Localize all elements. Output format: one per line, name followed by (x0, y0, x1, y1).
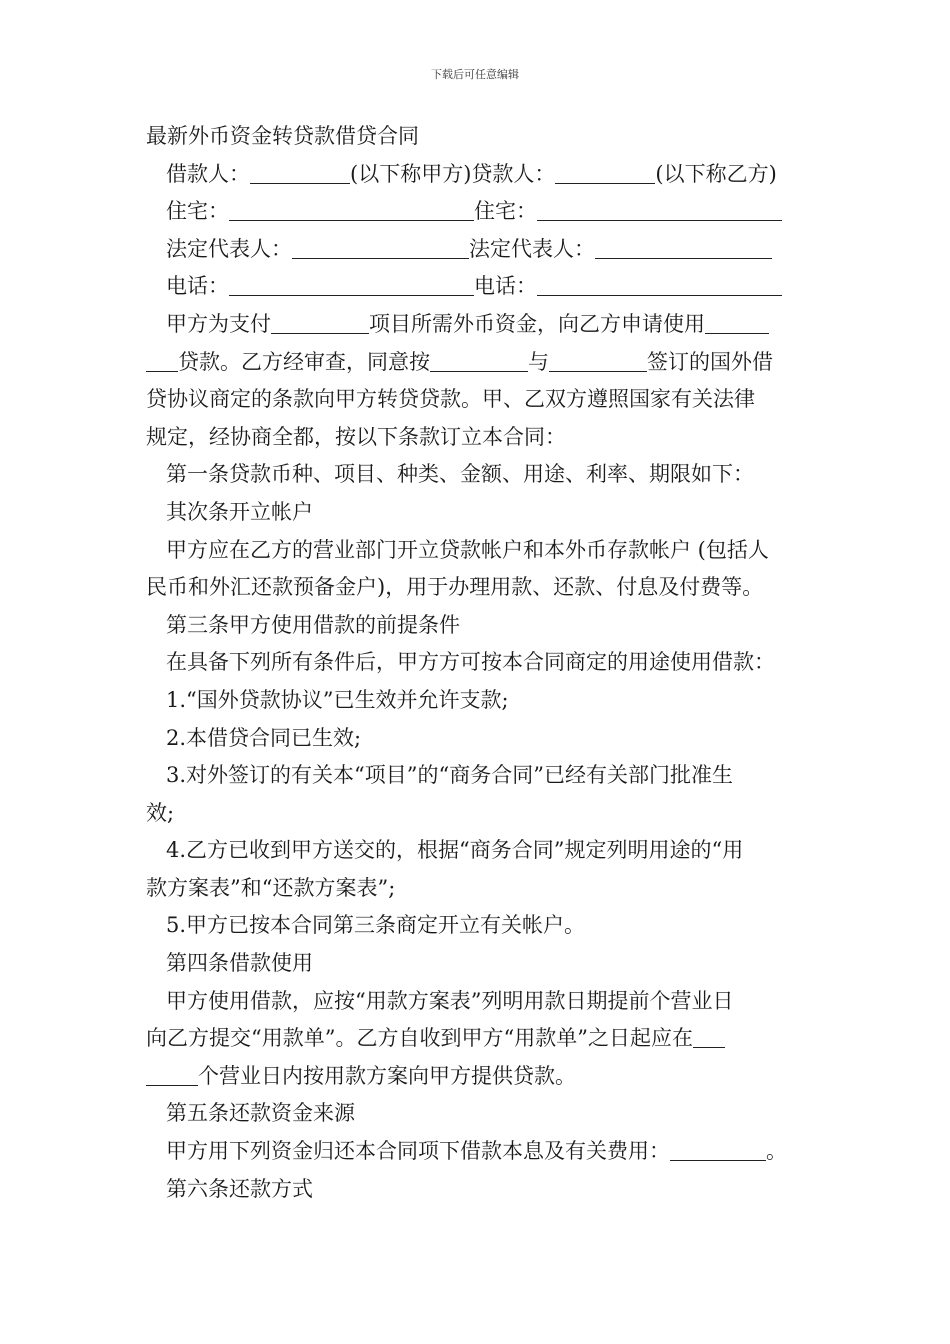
borrower-label: 借款人： (166, 161, 250, 186)
intro-text: 贷款。乙方经审查，同意按 (178, 349, 430, 374)
lender-suffix: (以下称乙方) (655, 161, 777, 186)
blank-phone-a (229, 274, 474, 296)
article-2-title: 其次条开立帐户 (166, 499, 313, 524)
lender-label: 贷款人： (471, 161, 556, 186)
legal-rep-label-a: 法定代表人： (166, 236, 292, 261)
blank-repayment-source (670, 1139, 766, 1161)
intro-line-1 (146, 306, 816, 344)
article-4-text: 个营业日内按用款方案向甲方提供贷款。 (198, 1063, 576, 1088)
legal-rep-label-b: 法定代表人： (469, 236, 595, 261)
article-3-item-4: 4.乙方已收到甲方送交的，根据“商务合同”规定列明用途的“用 (166, 838, 744, 863)
article-3-item-1: 1.“国外贷款协议”已生效并允许支款; (166, 687, 509, 712)
parties-line-phone (146, 268, 816, 306)
article-5-para-1 (146, 1133, 816, 1171)
phone-label-b: 电话： (474, 274, 537, 299)
blank-lender-name (555, 162, 655, 184)
article-3-item-5: 5.甲方已按本合同第三条商定开立有关帐户。 (166, 913, 586, 938)
article-3-title: 第三条甲方使用借款的前提条件 (166, 612, 460, 637)
article-4-title: 第四条借款使用 (166, 951, 313, 976)
address-label-b: 住宅： (474, 199, 537, 224)
intro-text: 甲方为支付 (166, 311, 271, 336)
blank-loan-type-start (705, 312, 769, 334)
article-1: 第一条贷款币种、项目、种类、金额、用途、利率、期限如下： (166, 462, 754, 487)
article-4-para-2 (146, 1020, 816, 1058)
parties-line-address (146, 193, 816, 231)
intro-line-3: 贷协议商定的条款向甲方转贷贷款。甲、乙双方遵照国家有关法律 (146, 387, 755, 412)
article-5-title: 第五条还款资金来源 (166, 1101, 355, 1126)
blank-party-two (549, 350, 647, 372)
article-3-item-2: 2.本借贷合同已生效; (166, 725, 362, 750)
article-4-text: 向乙方提交“用款单”。乙方自收到甲方“用款单”之日起应在 (146, 1026, 693, 1051)
blank-loan-type-end (146, 350, 178, 372)
blank-phone-b (537, 274, 782, 296)
blank-days-start (693, 1026, 725, 1048)
document-body (146, 118, 816, 1208)
article-4-para-1: 甲方使用借款，应按“用款方案表”列明用款日期提前个营业日 (166, 988, 734, 1013)
blank-project (271, 312, 369, 334)
article-3-item-3-cont: 效; (146, 800, 175, 825)
parties-line-borrower (146, 156, 816, 194)
phone-label-a: 电话： (166, 274, 229, 299)
blank-borrower-name (250, 162, 350, 184)
article-5-end: 。 (766, 1139, 787, 1164)
article-4-para-3 (146, 1058, 816, 1096)
article-2-para-1: 甲方应在乙方的营业部门开立贷款帐户和本外币存款帐户 (包括人 (166, 537, 769, 562)
page-header: 下载后可任意编辑 (431, 68, 519, 81)
article-3-item-3: 3.对外签订的有关本“项目”的“商务合同”已经有关部门批准生 (166, 763, 733, 788)
intro-line-2 (146, 344, 816, 382)
intro-text: 与 (528, 349, 549, 374)
parties-line-legal-rep (146, 231, 816, 269)
document-title: 最新外币资金转贷款借贷合同 (146, 124, 419, 148)
article-3-item-4-cont: 款方案表”和“还款方案表”; (146, 875, 396, 900)
blank-party-one (430, 350, 528, 372)
intro-text: 项目所需外币资金，向乙方申请使用 (369, 311, 705, 336)
intro-text: 签订的国外借 (647, 349, 773, 374)
article-2-para-2: 民币和外汇还款预备金户)，用于办理用款、还款、付息及付费等。 (146, 575, 764, 600)
article-3-intro: 在具备下列所有条件后，甲方方可按本合同商定的用途使用借款： (166, 650, 775, 675)
address-label-a: 住宅： (166, 199, 229, 224)
article-6-title: 第六条还款方式 (166, 1176, 313, 1201)
blank-legal-rep-b (595, 237, 772, 259)
blank-legal-rep-a (292, 237, 469, 259)
blank-address-a (229, 199, 474, 221)
blank-days-end (146, 1064, 198, 1086)
blank-address-b (537, 199, 782, 221)
borrower-suffix: (以下称甲方) (350, 161, 472, 186)
article-5-text: 甲方用下列资金归还本合同项下借款本息及有关费用： (166, 1139, 670, 1164)
intro-line-4: 规定，经协商全都，按以下条款订立本合同： (146, 424, 566, 449)
